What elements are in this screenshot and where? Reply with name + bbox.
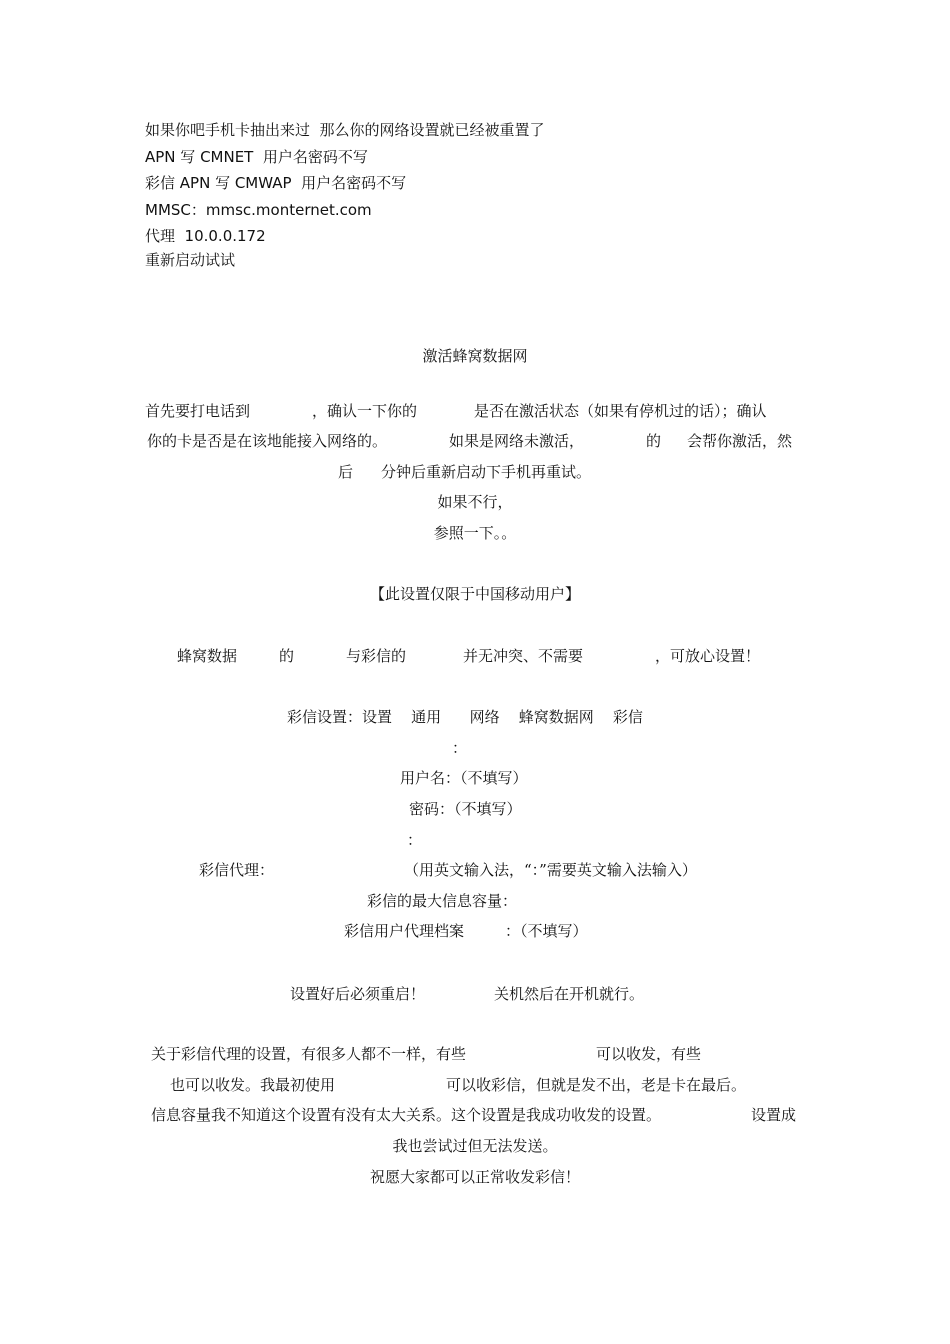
closing-line3a: 信息容量我不知道这个设置有没有太大关系。这个设置是我成功收发的设置。 [151,1106,662,1124]
compat-c: 与彩信的 [346,647,407,665]
settings-max-size: 彩信的最大信息容量： [367,892,518,910]
para1-line2d: 会帮你激活，然 [687,432,793,450]
restart-b: 关机然后在开机就行。 [494,985,645,1003]
para1-line1b: ，确认一下你的 [312,402,418,420]
settings-username: 用户名：（不填写） [400,769,528,787]
para1-line1a: 首先要打电话到 [145,402,251,420]
closing-line5: 祝愿大家都可以正常收发彩信！ [369,1168,580,1186]
restart-a: 设置好后必须重启！ [290,985,426,1003]
settings-proxy-note: （用英文输入法，“：”需要英文输入法输入） [404,861,697,879]
intro-line-1: 如果你吧手机卡抽出来过 那么你的网络设置就已经被重置了 [145,121,545,139]
intro-line-4: MMSC：mmsc.monternet.com [145,201,372,219]
if-not-line: 如果不行， [437,493,513,511]
refer-line: 参照一下。。 [433,524,517,542]
settings-ua-profile: 彩信用户代理档案 [344,922,465,940]
para1-line2b: 如果是网络未激活， [449,432,585,450]
settings-proxy-label: 彩信代理： [199,861,275,879]
para1-line2a: 你的卡是否是在该地能接入网络的。 [147,432,388,450]
compat-e: ，可放心设置！ [655,647,761,665]
settings-colon-2: ： [407,831,423,849]
para1-line2c: 的 [646,432,662,450]
settings-colon-1: ： [452,739,468,757]
closing-line1b: 可以收发，有些 [596,1045,702,1063]
para1-line3b: 分钟后重新启动下手机再重试。 [381,463,592,481]
intro-line-5: 代理 10.0.0.172 [145,227,266,245]
compat-a: 蜂窝数据 [177,647,238,665]
settings-path: 彩信设置：设置 通用 网络 蜂窝数据网 彩信 [287,708,643,726]
notice-line: 【此设置仅限于中国移动用户】 [369,585,580,603]
section-title: 激活蜂窝数据网 [422,347,528,365]
intro-line-3: 彩信 APN 写 CMWAP 用户名密码不写 [145,174,407,192]
para1-line3a: 后 [338,463,354,481]
settings-ua-value: ：（不填写） [505,922,588,940]
intro-line-6: 重新启动试试 [145,251,236,269]
compat-b: 的 [279,647,295,665]
closing-line2b: 可以收彩信，但就是发不出，老是卡在最后。 [446,1076,747,1094]
intro-line-2: APN 写 CMNET 用户名密码不写 [145,148,368,166]
compat-d: 并无冲突、不需要 [463,647,584,665]
closing-line1a: 关于彩信代理的设置，有很多人都不一样，有些 [151,1045,467,1063]
closing-line2a: 也可以收发。我最初使用 [170,1076,336,1094]
closing-line3b: 设置成 [751,1106,797,1124]
closing-line4: 我也尝试过但无法发送。 [392,1137,558,1155]
para1-line1c: 是否在激活状态（如果有停机过的话）；确认 [474,402,767,420]
settings-password: 密码：（不填写） [409,800,522,818]
